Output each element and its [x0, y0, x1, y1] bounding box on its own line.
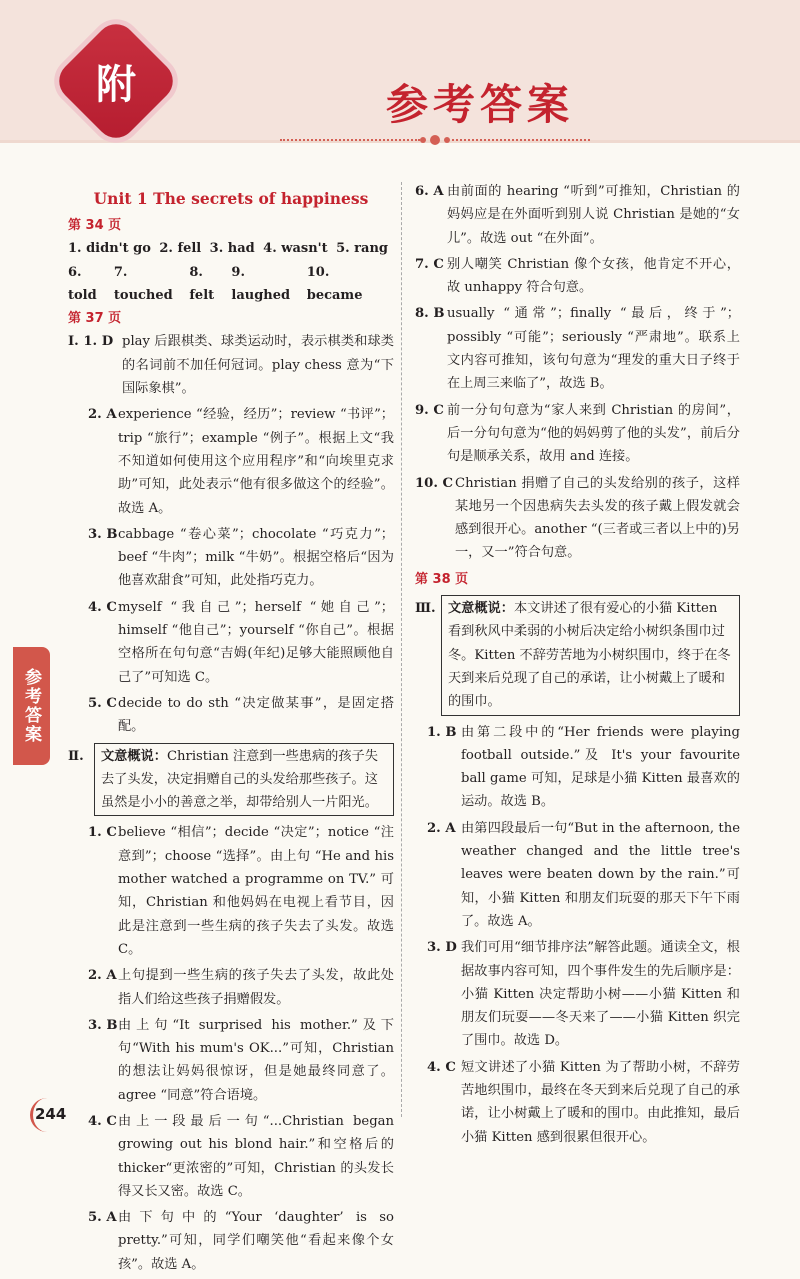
answer-item	[415, 936, 740, 1052]
right-column	[415, 180, 740, 1152]
answer-item	[415, 302, 740, 395]
section-2	[68, 743, 394, 817]
answer-item	[415, 817, 740, 933]
summary-label: 文意概说：	[101, 748, 167, 764]
item-number: 9. C	[415, 402, 444, 418]
item-number: 5. A	[88, 1210, 117, 1226]
item-number: 1. B	[427, 724, 457, 740]
answer-item	[415, 472, 740, 565]
answer-item	[415, 253, 740, 300]
item-number: 8. B	[415, 306, 445, 322]
section-number: Ⅲ.	[415, 601, 436, 617]
section-number: Ⅱ.	[68, 748, 84, 764]
answer-item	[68, 523, 394, 593]
answer-item	[68, 596, 394, 689]
section-3	[415, 595, 740, 715]
page-marker-37: 第 37 页	[68, 311, 122, 327]
item-number: 2. A	[88, 407, 117, 423]
item-explanation: believe “相信”；decide “决定”；notice “注意到”；choose “选择”。由上句 “He and his mother watched a programme on TV.” 可知，Christian 和他妈妈在电视上看节目，因此是注意到一些生病的孩子失去了头发。故选 C。	[118, 825, 394, 957]
answer-item	[415, 399, 740, 469]
item-number: 3. B	[88, 526, 118, 542]
item-explanation: 由第二段中的“Her friends were playing football outside.”及 It's your favourite ball game 可知，足球是小猫 Kitten 最喜欢的运动。故选 B。	[461, 724, 740, 810]
item-explanation: 我们可用“细节排序法”解答此题。通读全文，根据故事内容可知，四个事件发生的先后顺序是：小猫 Kitten 决定帮助小树——小猫 Kitten 和朋友们玩耍——冬天来了——小猫 Kitten 织完了围巾。故选 D。	[461, 940, 740, 1049]
answer-item	[415, 180, 740, 250]
answer-item	[68, 1206, 394, 1276]
answer-1: 1. didn't go	[68, 241, 151, 257]
item-explanation: 别人嘲笑 Christian 像个女孩，他肯定不开心，故 unhappy 符合句意。	[447, 256, 740, 296]
item-explanation: usually “通常”；finally “最后，终于”；possibly “可能”；seriously “严肃地”。联系上文内容可推知，该句句意为“理发的重大日子终于在上周三来临了”，故选 B。	[447, 306, 740, 392]
answer-7: 7. touched	[113, 264, 173, 303]
item-number: 3. D	[427, 940, 457, 956]
item-number: 2. A	[427, 820, 456, 836]
item-explanation: 由上句“It surprised his mother.”及下句“With his mum's OK...”可知，Christian 的想法让妈妈很惊讶，但是她最终同意了。agree “同意”符合语境。	[118, 1017, 394, 1103]
item-explanation: 由上一段最后一句“...Christian began growing out his blond hair.”和空格后的 thicker“更浓密的”可知，Christian 的头发长得又长又密。故选 C。	[118, 1113, 394, 1199]
item-explanation: Christian 捐赠了自己的头发给别的孩子，这样某地另一个因患病失去头发的孩子戴上假发就会感到很开心。another “(三者或三者以上中的)另一，又一”符合句意。	[455, 475, 740, 561]
answer-10: 10. became	[306, 264, 363, 303]
side-tab	[13, 647, 50, 765]
item-number: 2. A	[88, 968, 117, 984]
appendix-badge-label: 附	[96, 60, 136, 108]
item-number: 1. C	[88, 825, 117, 841]
summary-label: 文意概说：	[448, 601, 514, 617]
summary-box	[441, 595, 740, 715]
answer-item	[68, 403, 394, 519]
item-explanation: play 后跟棋类、球类运动时，表示棋类和球类的名词前不加任何冠词。play chess 意为“下国际象棋”。	[122, 334, 394, 397]
answer-item	[68, 964, 394, 1011]
item-explanation: 由下句中的“Your ‘daughter’ is so pretty.”可知，同学们嘲笑他“看起来像个女孩”。故选 A。	[118, 1210, 394, 1272]
column-divider	[401, 182, 402, 1117]
page-marker-38: 第 38 页	[415, 571, 469, 587]
item-explanation: experience “经验，经历”；review “书评”；trip “旅行”；example “例子”。根据上文“我不知道如何使用这个应用程序”和“向埃里克求助”可知，此处表示“他有很多做这个的经验”。故选 A。	[118, 407, 394, 516]
item-explanation: myself “我自己”；herself “她自己”；himself “他自己”；yourself “你自己”。根据空格所在句句意“吉姆(年纪)足够大能照顾他自己了”可知选 C。	[118, 599, 394, 685]
left-column	[68, 180, 394, 1279]
item-number: 4. C	[427, 1059, 456, 1075]
summary-text: 本文讲述了很有爱心的小猫 Kitten 看到秋风中柔弱的小树后决定给小树织条围巾过冬。Kitten 不辞劳苦地为小树织围巾，终于在冬天到来后兑现了自己的承诺，让小树戴上了暖和的围巾。	[448, 601, 731, 710]
item-number: 5. C	[88, 695, 117, 711]
answer-row-1	[68, 237, 394, 260]
item-number: 3. B	[88, 1017, 118, 1033]
item-explanation: decide to do sth “决定做某事”，是固定搭配。	[118, 695, 394, 735]
answer-item	[68, 692, 394, 739]
answer-9: 9. laughed	[231, 264, 291, 303]
summary-text: Christian 注意到一些患病的孩子失去了头发，决定捐赠自己的头发给那些孩子。这虽然是小小的善意之举，却带给别人一片阳光。	[101, 748, 378, 811]
answer-item	[68, 821, 394, 961]
answer-item	[68, 330, 394, 400]
item-number: 7. C	[415, 256, 444, 272]
answer-5: 5. rang	[336, 241, 388, 257]
item-number: 6. A	[415, 184, 444, 199]
item-explanation: 短文讲述了小猫 Kitten 为了帮助小树，不辞劳苦地织围巾，最终在冬天到来后兑现了自己的承诺，让小树戴上了暖和的围巾。由此推知，最后小猫 Kitten 感到很累但很开心。	[461, 1059, 740, 1145]
answer-item	[415, 1056, 740, 1149]
item-explanation: 由第四段最后一句“But in the afternoon, the weather changed and the little tree's leaves were beaten down by the rain.”可知，小猫 Kitten 和朋友们玩耍的那天下午下雨了。故选 A。	[461, 820, 740, 929]
item-number: 4. C	[88, 1113, 117, 1129]
answer-item	[415, 721, 740, 814]
answer-item	[68, 1110, 394, 1203]
item-number: Ⅰ. 1. D	[68, 334, 114, 350]
title-ornament	[280, 133, 590, 147]
item-explanation: 由前面的 hearing “听到”可推知，Christian 的妈妈应是在外面听到别人说 Christian 是她的“女儿”。故选 out “在外面”。	[447, 184, 740, 246]
page-title: 参考答案	[385, 80, 574, 129]
answer-8: 8. felt	[189, 264, 215, 303]
item-explanation: 前一分句句意为“家人来到 Christian 的房间”，后一分句句意为“他的妈妈剪了他的头发”，前后分句是顺承关系，故用 and 连接。	[447, 402, 740, 465]
answer-row-2	[68, 261, 394, 308]
summary-box	[94, 743, 394, 817]
item-explanation: 上句提到一些生病的孩子失去了头发，故此处指人们给这些孩子捐赠假发。	[118, 968, 394, 1007]
answer-2: 2. fell	[159, 241, 202, 257]
item-explanation: cabbage “卷心菜”；chocolate “巧克力”；beef “牛肉”；milk “牛奶”。根据空格后“因为他喜欢甜食”可知，此处指巧克力。	[118, 526, 394, 589]
page-marker-34: 第 34 页	[68, 218, 122, 233]
page-number: 244	[35, 1105, 67, 1123]
answer-4: 4. wasn't	[263, 241, 328, 257]
item-number: 4. C	[88, 599, 117, 615]
answer-3: 3. had	[209, 241, 255, 257]
side-tab-label: 参考答案	[21, 668, 41, 744]
answer-item	[68, 1014, 394, 1107]
unit-title: Unit 1 The secrets of happiness	[93, 189, 369, 208]
answer-6: 6. told	[68, 264, 97, 303]
item-number: 10. C	[415, 475, 454, 491]
